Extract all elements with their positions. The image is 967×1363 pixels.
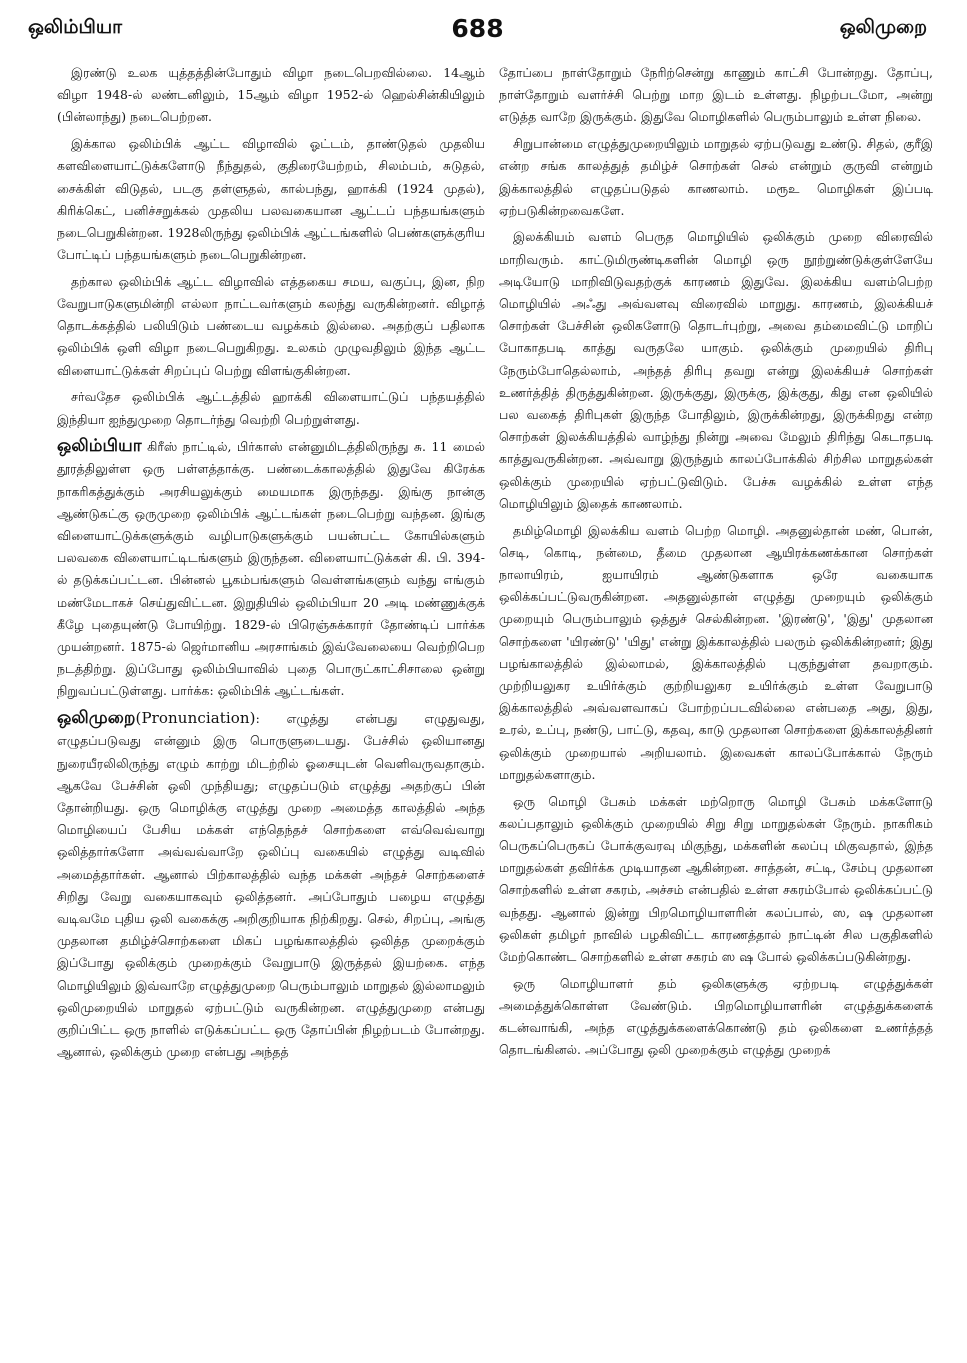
paragraph: ஒரு மொழியாளர் தம் ஒலிகளுக்கு ஏற்றபடி எழுத்துக்கள் அமைத்துக்கொள்ள வேண்டும். பிறமொழியாளரின் எழுத்துக்களைக் கடன்வாங்கி, அந்த எழுத்துக்களைக்கொண்டு தம் ஒலிகளை உணர்த்தத் தொடங்கினல். அப்போது ஒலி முறைக்கும் எழுத்து முறைக் bbox=[499, 975, 933, 1058]
paragraph: சிறுபான்மை எழுத்துமுறையிலும் மாறுதல் ஏற்படுவது உண்டு. சிதல், குரீஇ என்ற சங்க காலத்துத் தமிழ்ச் சொற்கள் செல் என்றும் குருவி என்றும் இக்காலத்தில் எழுதப்படுதல் காணலாம். மரூஉ மொழிகள் இப்படி ஏற்படுகின்றவைகளே. bbox=[499, 136, 933, 218]
paragraph: ஒரு மொழி பேசும் மக்கள் மற்றொரு மொழி பேசும் மக்களோடு கலப்பதாலும் ஒலிக்கும் முறையில் சிறு சிறு மாறுதல்கள் நேரும். நாகரிகம் பெருகப்பெருகப் போக்குவரவு மிகுந்து, மக்களின் கலப்பு மிகுவதால், இந்த மாறுதல்கள் தவிர்க்க முடியாதன ஆகின்றன. சாத்தன், சட்டி, சேம்பு முதலான சொற்களில் உள்ள சகரம், அச்சம் என்பதில் உள்ள சகரம்போல் ஒலிக்கப்பட்டு வந்தது. ஆனால் இன்று பிறமொழியாளரின் கலப்பால், ஸ, ஷ முதலான ஒலிகள் தமிழர் நாவில் பழகிவிட்ட காரணத்தால் நாட்டின் சில பகுதிகளில் மேற்கொண்ட சொற்களில் உள்ள சகரம் ஸ ஷ போல் ஒலிக்கப்படுகின்றது. bbox=[499, 793, 933, 964]
running-header bbox=[28, 14, 927, 54]
entry-heading: ஒலிமுறை bbox=[57, 708, 136, 729]
entry-body: கிரீஸ் நாட்டில், பிர்காஸ் என்னுமிடத்திலிருந்து சு. 11 மைல் தூரத்திலுள்ள ஒரு பள்ளத்தாக்கு. பண்டைக்காலத்தில் இதுவே கிரேக்க நாகரிகத்துக்கும் அரசியலுக்கும் மையமாக இருந்தது. இங்கு நான்கு ஆண்டுகட்கு ஒருமுறை ஒலிம்பிக் ஆட்டங்கள் நடைபெற்று வந்தன. இங்கு விளையாட்டுக்களுக்கும் வழிபாடுகளுக்கும் பயன்பட்ட கோயில்களும் பலவகை விளையாட்டிடங்களும் இருந்தன. விளையாட்டுக்கள் கி. பி. 394-ல் தடுக்கப்பட்டன. பின்னல் பூகம்பங்களும் வெள்ளங்களும் வந்து எங்கும் மண்மேடாகச் செய்துவிட்டன. இறுதியில் ஒலிம்பியா 20 அடி மண்ணுக்குக் கீழே புதையுண்டு போயிற்று. 1829-ல் பிரெஞ்சுக்காரர் தோண்டிப் பார்க்க முயன்றனர். 1875-ல் ஜெர்மானிய அரசாங்கம் இவ்வேலையை வெற்றிபெற நடத்திற்று. இப்போது ஒலிம்பியாவில் புதை பொருட்காட்சிசாலை ஒன்று நிறுவப்பட்டுள்ளது. பார்க்க: ஒலிம்பிக் ஆட்டங்கள். bbox=[57, 439, 485, 699]
page-number: 688 bbox=[451, 14, 504, 43]
entry-heading-latin: (Pronunciation) bbox=[135, 709, 256, 728]
header-left-keyword: ஒலிம்பியா bbox=[28, 16, 123, 38]
left-column bbox=[57, 62, 485, 1352]
entry-heading: ஒலிம்பியா bbox=[57, 436, 142, 457]
entry-olimurai bbox=[57, 707, 485, 1063]
paragraph: தமிழ்மொழி இலக்கிய வளம் பெற்ற மொழி. அதனுல்தான் மண், பொன், செடி, கொடி, நன்மை, தீமை முதலான ஆயிரக்கணக்கான சொற்கள் நாலாயிரம், ஐயாயிரம் ஆண்டுகளாக ஒரே வகையாக ஒலிக்கப்பட்டுவருகின்றன. அதனுல்தான் எழுத்து முறையும் ஒலிக்கும் முறையும் பெரும்பாலும் ஒத்துச் செல்கின்றன. 'இரண்டு', 'இது' முதலான சொற்களை 'யிரண்டு' 'யிது' என்று இக்காலத்தில் பலரும் ஒலிக்கின்றனர்; இது பழங்காலத்தில் இல்லாமல், இக்காலத்தில் புகுந்துள்ள தவறாகும். முற்றியலுகர உயிர்க்கும் குற்றியலுகர உயிர்க்கும் உள்ள வேறுபாடு இக்காலத்தில் அவ்வளவாகப் போற்றப்படவில்லை என்பதை அது, இது, உரல், உப்பு, நண்டு, பாட்டு, கதவு, காடு முதலான சொற்களை இக்காலத்தினர் ஒலிக்கும் முறையால் அறியலாம். இவைகள் காலப்போக்கால் நேரும் மாறுதல்களாகும். bbox=[499, 522, 933, 782]
paragraph: இலக்கியம் வளம் பெருத மொழியில் ஒலிக்கும் முறை விரைவில் மாறிவரும். காட்டுமிருண்டிகளின் மொழி ஒரு நூற்றுண்டுக்குள்ளேயே அடியோடு மாறிவிடுவதற்குக் காரணம் இதுவே. இலக்கிய வளம்பெற்ற மொழியில் அஃது அவ்வளவு விரைவில் மாறுது. காரணம், இலக்கியச் சொற்கள் பேச்சின் ஒலிகளோடு தொடர்புற்று, அவை தம்மைவிட்டு மாறிப் போகாதபடி காத்து வருதலே யாகும். ஒலிக்கும் முறையில் திரிபு நேரும்போதெல்லாம், அந்தத் திரிபு தவறு என்று இலக்கியச் சொற்கள் உணர்த்தித் திருத்துகின்றன. இருக்குது, இருக்கு, இக்குது, கிது என ஒலியில் பல வகைத் திரிபுகள் இருந்த போதிலும், இருக்கின்றது, இருக்கிறது என்ற சொற்கள் இலக்கியத்தில் வாழ்ந்து நின்று அவை மேலும் திரிந்து கெடாதபடி காத்துவருகின்றன. அவ்வாறு இருந்தும் காலப்போக்கில் சிற்சில மாறுதல்கள் ஒலிக்கும் முறையில் ஏற்பட்டுவிடும். பேச்சு வழக்கில் உள்ள எந்த மொழியிலும் இதைக் காணலாம். bbox=[499, 229, 933, 511]
paragraph: தற்கால ஒலிம்பிக் ஆட்ட விழாவில் எத்தகைய சமய, வகுப்பு, இன, நிற வேறுபாடுகளுமின்றி எல்லா நாட்டவர்களும் கலந்து வருகின்றனர். விழாத் தொடக்கத்தில் பலியிடும் பண்டைய வழக்கம் இல்லை. அதற்குப் பதிலாக ஒலிம்பிக் ஒளி விழா நடைபெறுகிறது. உலகம் முழுவதிலும் இந்த ஆட்ட விளையாட்டுக்கள் சிறப்புப் பெற்று விளங்குகின்றன. bbox=[57, 273, 485, 378]
paragraph: இக்கால ஒலிம்பிக் ஆட்ட விழாவில் ஓட்டம், தாண்டுதல் முதலிய களவிளையாட்டுக்களோடு நீந்துதல், குதிரையேற்றம், சிலம்பம், சுடுதல், சைக்கிள் விடுதல், படகு தள்ளுதல், கால்பந்து, ஹாக்கி (1924 முதல்), கிரிக்கெட், பனிச்சறுக்கல் முதலிய பலவகையான ஆட்டப் பந்தயங்களும் நடைபெறுகின்றன. 1928லிருந்து ஒலிம்பிக் ஆட்டங்களில் பெண்களுக்குரிய போட்டிப் பந்தயங்களும் நடைபெறுகின்றன. bbox=[57, 136, 485, 263]
header-right-keyword: ஒலிமுறை bbox=[839, 16, 927, 38]
paragraph: சர்வதேச ஒலிம்பிக் ஆட்டத்தில் ஹாக்கி விளையாட்டுப் பந்தயத்தில் இந்தியா ஐந்துமுறை தொடர்ந்து வெற்றி பெற்றுள்ளது. bbox=[57, 389, 485, 427]
entry-olympia bbox=[57, 435, 485, 702]
paragraph: இரண்டு உலக யுத்தத்தின்போதும் விழா நடைபெறவில்லை. 14ஆம் விழா 1948-ல் லண்டனிலும், 15ஆம் விழா 1952-ல் ஹெல்சின்கியிலும் (பின்லாந்து) நடைபெற்றன. bbox=[57, 65, 485, 125]
entry-body: : எழுத்து என்பது எழுதுவது, எழுதப்படுவது என்னும் இரு பொருளுடையது. பேச்சில் ஒலியானது நுரையீரலிலிருந்து எழும் காற்று மிடற்றில் ஓசையுடன் வெளிவருவதாகும். ஆகவே பேச்சின் ஒலி முந்தியது; எழுதப்படும் எழுத்து அதற்குப் பின் தோன்றியது. ஒரு மொழிக்கு எழுத்து முறை அமைத்த காலத்தில் அந்த மொழியைப் பேசிய மக்கள் எந்தெந்தச் சொற்களை எவ்வெவ்வாறு ஒலித்தார்களோ அவ்வவ்வாறே ஒலிப்பு வகையில் எழுத்து வடிவில் அமைத்தார்கள். ஆனால் பிற்காலத்தில் வந்த மக்கள் அந்தச் சொற்களைச் சிறிது வேறு வகையாகவும் ஒலித்தனர். அப்போதும் பழைய எழுத்து வடிவமே புதிய ஒலி வகைக்கு அறிகுறியாக நிற்கிறது. செல், சிறப்பு, அங்கு முதலான தமிழ்ச்சொற்களை மிகப் பழங்காலத்தில் ஒலித்த முறைக்கும் இப்போது ஒலிக்கும் முறைக்கும் வேறுபாடு இருத்தல் இயற்கை. எந்த மொழியிலும் இவ்வாறே எழுத்துமுறை பெரும்பாலும் மாறுதல் இல்லாமலும் ஒலிமுறையில் மாறுதல் ஏற்பட்டும் வருகின்றன. எழுத்துமுறை என்பது குறிப்பிட்ட ஒரு நாளில் எடுக்கப்பட்ட ஒரு தோப்பின் நிழற்படம் போன்றது. ஆனால், ஒலிக்கும் முறை என்பது அந்தத் bbox=[57, 711, 485, 1060]
paragraph: தோப்பை நாள்தோறும் நேரிற்சென்று காணும் காட்சி போன்றது. தோப்பு, நாள்தோறும் வளர்ச்சி பெற்று மாற இடம் உள்ளது. நிழற்படமோ, அன்று எடுத்த வாறே இருக்கும். இதுவே மொழிகளில் பெரும்பாலும் உள்ள நிலை. bbox=[499, 65, 933, 125]
right-column bbox=[499, 62, 933, 1352]
